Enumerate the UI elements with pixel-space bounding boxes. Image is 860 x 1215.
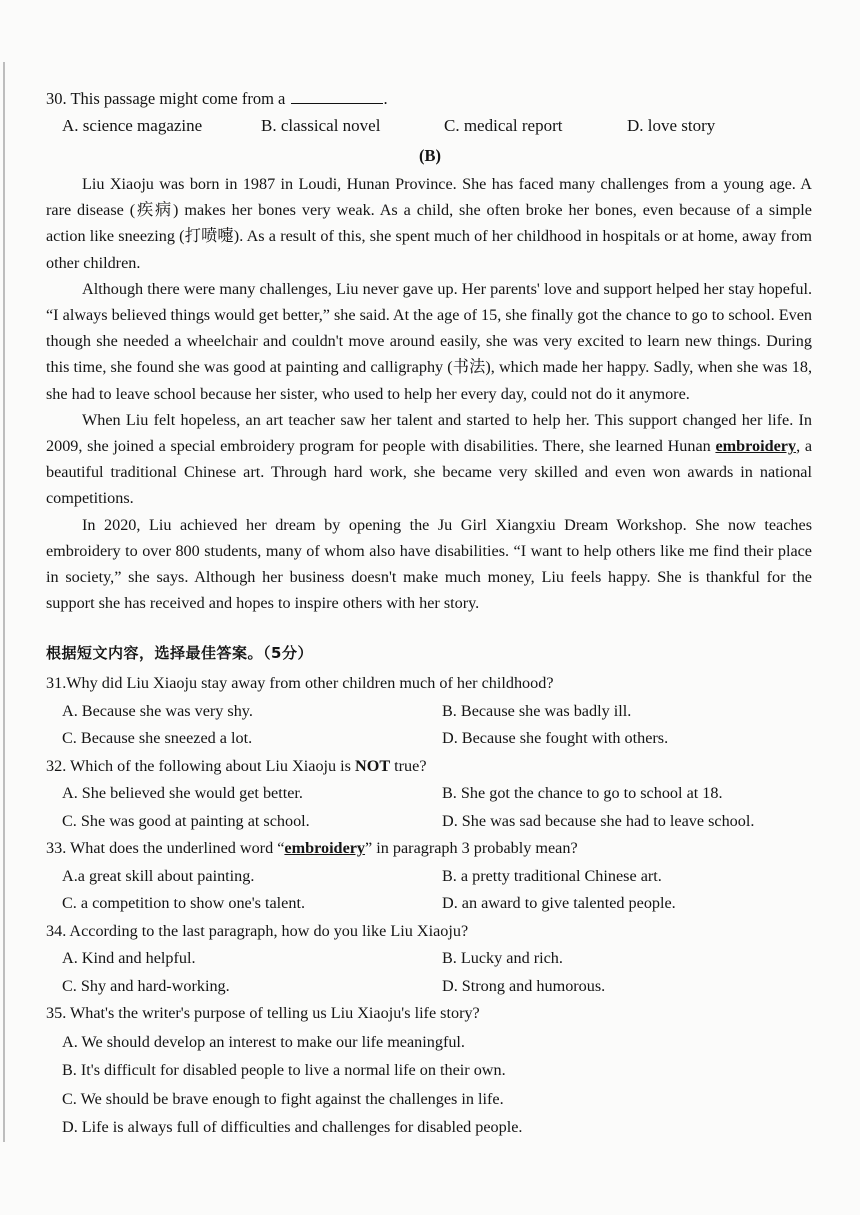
question-32-options-row-2 — [46, 808, 816, 836]
question-34-options-row-2 — [46, 973, 816, 1001]
option-a: A. Because she was very shy. — [62, 701, 253, 720]
question-30 — [46, 88, 388, 110]
question-30-stem: 30. This passage might come from a — [46, 89, 286, 108]
paragraph-3 — [46, 407, 812, 512]
option-b: B. a pretty traditional Chinese art. — [442, 866, 662, 885]
option-a: A. science magazine — [62, 116, 203, 135]
question-33-options-row-2 — [46, 890, 816, 918]
option-a: A. Kind and helpful. — [62, 949, 196, 967]
question-34-stem: 34. According to the last paragraph, how do you like Liu Xiaoju? — [46, 921, 469, 940]
question-35-stem: 35. What's the writer's purpose of telling us Liu Xiaoju's life story? — [46, 1004, 480, 1022]
option-c: C. Shy and hard-working. — [62, 976, 230, 995]
option-c: C. Because she sneezed a lot. — [62, 729, 253, 747]
question-32-options-row-1 — [46, 780, 816, 808]
underlined-word: embroidery — [715, 437, 797, 456]
paragraph-2: Although there were many challenges, Liu never gave up. Her parents' love and support helped her stay hopeful. “I always believed things would get better,” she said. At the age of 15, she finally got the chance to go to school. Even though she needed a wheelchair and couldn't move around easily, she was very excited to learn new things. During this time, she found she was good at painting and calligraphy (书法), which made her happy. Sadly, when she was 18, she had to leave school because her sister, who used to help her every day, could not do it anymore. — [46, 279, 812, 403]
option-b: B. Because she was badly ill. — [442, 701, 632, 720]
question-31-options-row-2 — [46, 725, 816, 753]
option-a: A. We should develop an interest to make our life meaningful. — [62, 1032, 465, 1051]
question-33-options-row-1 — [46, 863, 816, 891]
paragraph-4: In 2020, Liu achieved her dream by opening the Ju Girl Xiangxiu Dream Workshop. She now teaches embroidery to over 800 students, many of whom also have disabilities. “I want to help others like me find their place in society,” she says. Although her business doesn't make much money, Liu feels happy. She is thankful for the support she has received and hopes to inspire others with her story. — [46, 515, 812, 613]
question-34-options-row-1 — [46, 945, 816, 973]
option-a: A.a great skill about painting. — [62, 866, 255, 885]
option-c: C. a competition to show one's talent. — [62, 894, 305, 912]
page-edge-rule — [3, 62, 5, 1142]
option-d: D. Strong and humorous. — [442, 976, 606, 995]
question-32-stem-end: true? — [390, 756, 427, 775]
option-d: D. an award to give talented people. — [442, 894, 676, 912]
instruction: 根据短文内容，选择最佳答案。（5分） — [46, 644, 313, 662]
question-30-options — [62, 116, 822, 136]
question-list — [46, 670, 816, 1142]
option-d: D. She was sad because she had to leave school. — [442, 811, 755, 830]
question-33-stem — [46, 835, 816, 863]
option-c: C. We should be brave enough to fight against the challenges in life. — [62, 1089, 504, 1108]
reading-passage — [46, 171, 812, 616]
option-b: B. It's difficult for disabled people to live a normal life on their own. — [62, 1061, 506, 1079]
question-32-stem — [46, 753, 816, 781]
question-32-stem-text: 32. Which of the following about Liu Xiaoju is — [46, 756, 356, 775]
question-31-options-row-1 — [46, 698, 816, 726]
option-b: B. classical novel — [261, 116, 381, 135]
underlined-word-ref: embroidery — [284, 839, 366, 857]
section-title: (B) — [419, 146, 441, 165]
question-31-stem: 31.Why did Liu Xiaoju stay away from other children much of her childhood? — [46, 674, 554, 692]
paragraph-3-part-1: When Liu felt hopeless, an art teacher saw her talent and started to help her. This support changed her life. In 2009, she joined a special embroidery program for people with disabilities. There, she learned Hunan — [46, 410, 812, 456]
question-30-end: . — [383, 89, 388, 108]
option-b: B. Lucky and rich. — [442, 949, 563, 967]
question-33-stem-end: ” in paragraph 3 probably mean? — [365, 839, 578, 857]
answer-blank — [291, 89, 383, 104]
question-33-stem-text: 33. What does the underlined word “ — [46, 839, 285, 857]
option-b: B. She got the chance to go to school at 18. — [442, 784, 723, 802]
option-d: D. Because she fought with others. — [442, 729, 669, 747]
paragraph-3-part-2: , a beautiful traditional Chinese art. Through hard work, she became very skilled and even won awards in national competitions. — [46, 437, 812, 508]
paragraph-1: Liu Xiaoju was born in 1987 in Loudi, Hunan Province. She has faced many challenges from a young age. A rare disease (疾病) makes her bones very weak. As a child, she often broke her bones, even because of a simple action like sneezing (打喷嚏). As a result of this, she spent much of her childhood in hospitals or at home, away from other children. — [46, 175, 812, 272]
option-c: C. She was good at painting at school. — [62, 811, 310, 830]
emphasis-not: NOT — [355, 756, 391, 775]
option-c: C. medical report — [444, 116, 563, 135]
option-a: A. She believed she would get better. — [62, 784, 303, 802]
option-d: D. love story — [627, 116, 716, 135]
option-d: D. Life is always full of difficulties and challenges for disabled people. — [62, 1118, 523, 1136]
